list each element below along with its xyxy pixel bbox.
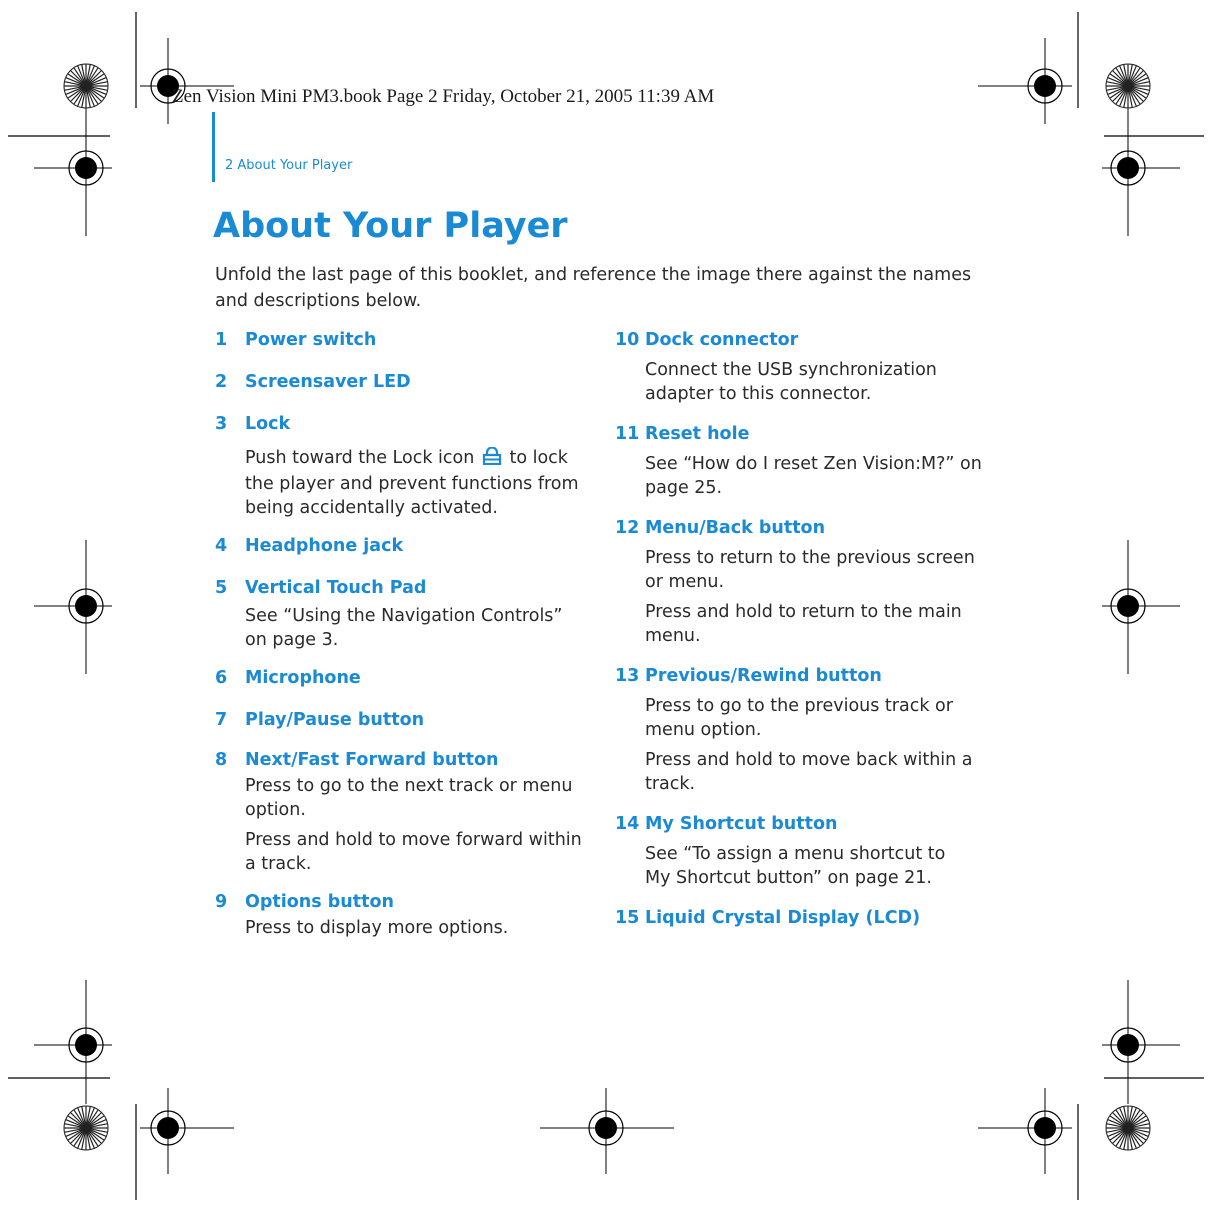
item-label: Lock — [245, 414, 291, 434]
list-item — [215, 708, 585, 732]
item-number: 15 — [615, 908, 640, 928]
item-number: 8 — [215, 750, 228, 770]
item-label: Power switch — [245, 330, 377, 350]
list-item — [215, 534, 585, 558]
item-number: 1 — [215, 330, 228, 350]
item-description: See “Using the Navigation Controls” on page 3. — [245, 606, 563, 650]
item-description: See “How do I reset Zen Vision:M?” on page 25. — [645, 454, 982, 498]
list-item — [615, 328, 985, 406]
item-label: Screensaver LED — [245, 372, 411, 392]
list-item — [215, 748, 585, 876]
list-item — [215, 328, 585, 352]
item-number: 3 — [215, 414, 228, 434]
list-item — [615, 422, 985, 500]
item-label: Next/Fast Forward button — [245, 750, 499, 770]
list-item — [215, 576, 585, 652]
list-item — [215, 666, 585, 690]
items-column-right — [615, 328, 985, 930]
item-label: Menu/Back button — [645, 518, 826, 538]
book-slug-line: Zen Vision Mini PM3.book Page 2 Friday, October 21, 2005 11:39 AM — [172, 86, 715, 107]
item-label: Options button — [245, 892, 394, 912]
list-item — [615, 664, 985, 796]
item-label: Previous/Rewind button — [645, 666, 882, 686]
list-item — [215, 890, 585, 940]
item-description: Press to go to the previous track or menu option. Press and hold to move back within a track. — [645, 696, 973, 794]
item-description: Press to go to the next track or menu option. Press and hold to move forward within a track. — [245, 776, 582, 874]
list-item — [615, 906, 985, 930]
item-label: My Shortcut button — [645, 814, 838, 834]
item-number: 5 — [215, 578, 228, 598]
running-head: 2 About Your Player — [225, 158, 353, 173]
item-number: 14 — [615, 814, 640, 834]
item-number: 12 — [615, 518, 640, 538]
item-label: Liquid Crystal Display (LCD) — [645, 908, 921, 928]
intro-paragraph: Unfold the last page of this booklet, and reference the image there against the names and descriptions below. — [215, 265, 972, 311]
item-label: Microphone — [245, 668, 361, 688]
item-number: 7 — [215, 710, 228, 730]
item-number: 11 — [615, 424, 640, 444]
item-label: Reset hole — [645, 424, 750, 444]
item-description: Connect the USB synchronization adapter to this connector. — [645, 360, 937, 404]
item-number: 4 — [215, 536, 228, 556]
list-item — [615, 812, 985, 890]
item-description: Press to display more options. — [245, 918, 509, 938]
item-number: 13 — [615, 666, 640, 686]
item-description: Push toward the Lock icon to lock the player and prevent functions from being accidentally activated. — [245, 448, 579, 518]
item-label: Dock connector — [645, 330, 799, 350]
page-title: About Your Player — [213, 206, 568, 246]
item-number: 9 — [215, 892, 228, 912]
item-number: 10 — [615, 330, 640, 350]
list-item — [215, 412, 585, 520]
item-label: Play/Pause button — [245, 710, 425, 730]
item-number: 6 — [215, 668, 228, 688]
item-label: Vertical Touch Pad — [245, 578, 427, 598]
running-head-bar — [212, 112, 215, 182]
item-description: Press to return to the previous screen or menu. Press and hold to return to the main menu. — [645, 548, 975, 646]
list-item — [215, 370, 585, 394]
lock-icon — [482, 447, 502, 472]
items-column-left — [215, 328, 585, 940]
item-label: Headphone jack — [245, 536, 404, 556]
item-description: See “To assign a menu shortcut to My Shortcut button” on page 21. — [645, 844, 946, 888]
list-item — [615, 516, 985, 648]
item-number: 2 — [215, 372, 228, 392]
